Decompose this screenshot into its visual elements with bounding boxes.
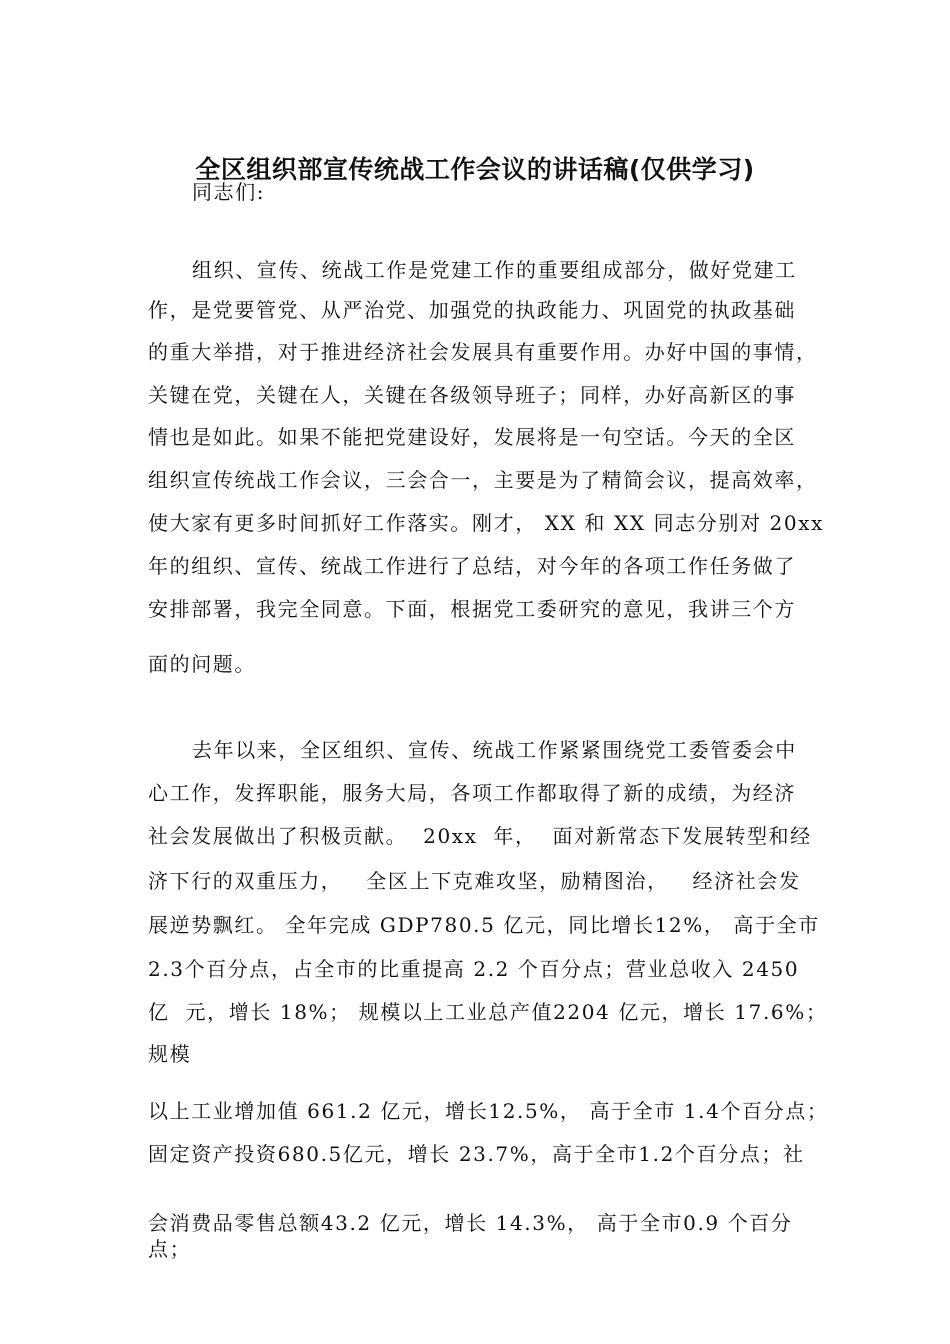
paragraph-line: 关键在党，关键在人，关键在各级领导班子；同样，办好高新区的事 xyxy=(148,383,796,407)
paragraph-line: 面的问题。 xyxy=(148,652,256,676)
paragraph-line: 会消费品零售总额43.2 亿元，增长 14.3%， 高于全市0.9 个百分 xyxy=(148,1211,793,1235)
paragraph-line: 组织、宣传、统战工作是党建工作的重要组成部分，做好党建工 xyxy=(192,258,797,282)
paragraph-line: 的重大举措，对于推进经济社会发展具有重要作用。办好中国的事情， xyxy=(148,340,818,364)
paragraph-line: 安排部署，我完全同意。下面，根据党工委研究的意见，我讲三个方 xyxy=(148,597,796,621)
paragraph-line: 2.3个百分点，占全市的比重提高 2.2 个百分点；营业总收入 2450 xyxy=(148,957,800,981)
paragraph-line: 情也是如此。如果不能把党建设好，发展将是一句空话。今天的全区 xyxy=(148,425,796,449)
paragraph-line: 以上工业增加值 661.2 亿元，增长12.5%， 高于全市 1.4个百分点； xyxy=(148,1099,829,1123)
paragraph-line: 年的组织、宣传、统战工作进行了总结，对今年的各项工作任务做了 xyxy=(148,554,796,578)
paragraph-line: 展逆势飘红。 全年完成 GDP780.5 亿元，同比增长12%， 高于全市 xyxy=(148,913,820,937)
paragraph-line: 固定资产投资680.5亿元，增长 23.7%，高于全市1.2个百分点；社 xyxy=(148,1142,805,1166)
paragraph-line: 济下行的双重压力， 全区上下克难攻坚，励精图治， 经济社会发 xyxy=(148,869,801,893)
paragraph-line: 社会发展做出了积极贡献。 20xx 年， 面对新常态下发展转型和经 xyxy=(148,824,812,848)
paragraph-line: 去年以来，全区组织、宣传、统战工作紧紧围绕党工委管委会中 xyxy=(192,738,797,762)
paragraph-line: 心工作，发挥职能，服务大局，各项工作都取得了新的成绩，为经济 xyxy=(148,781,796,805)
greeting: 同志们: xyxy=(192,180,266,204)
paragraph-line: 点； xyxy=(148,1237,192,1261)
document-title: 全区组织部宣传统战工作会议的讲话稿(仅供学习) xyxy=(195,155,755,184)
paragraph-line: 使大家有更多时间抓好工作落实。刚才， XX 和 XX 同志分别对 20xx xyxy=(148,511,824,535)
paragraph-line: 规模 xyxy=(148,1042,192,1066)
paragraph-line: 组织宣传统战工作会议，三会合一，主要是为了精简会议，提高效率， xyxy=(148,468,818,492)
paragraph-line: 亿 元，增长 18%； 规模以上工业总产值2204 亿元，增长 17.6%； xyxy=(148,1000,828,1024)
paragraph-line: 作，是党要管党、从严治党、加强党的执政能力、巩固党的执政基础 xyxy=(148,298,796,322)
